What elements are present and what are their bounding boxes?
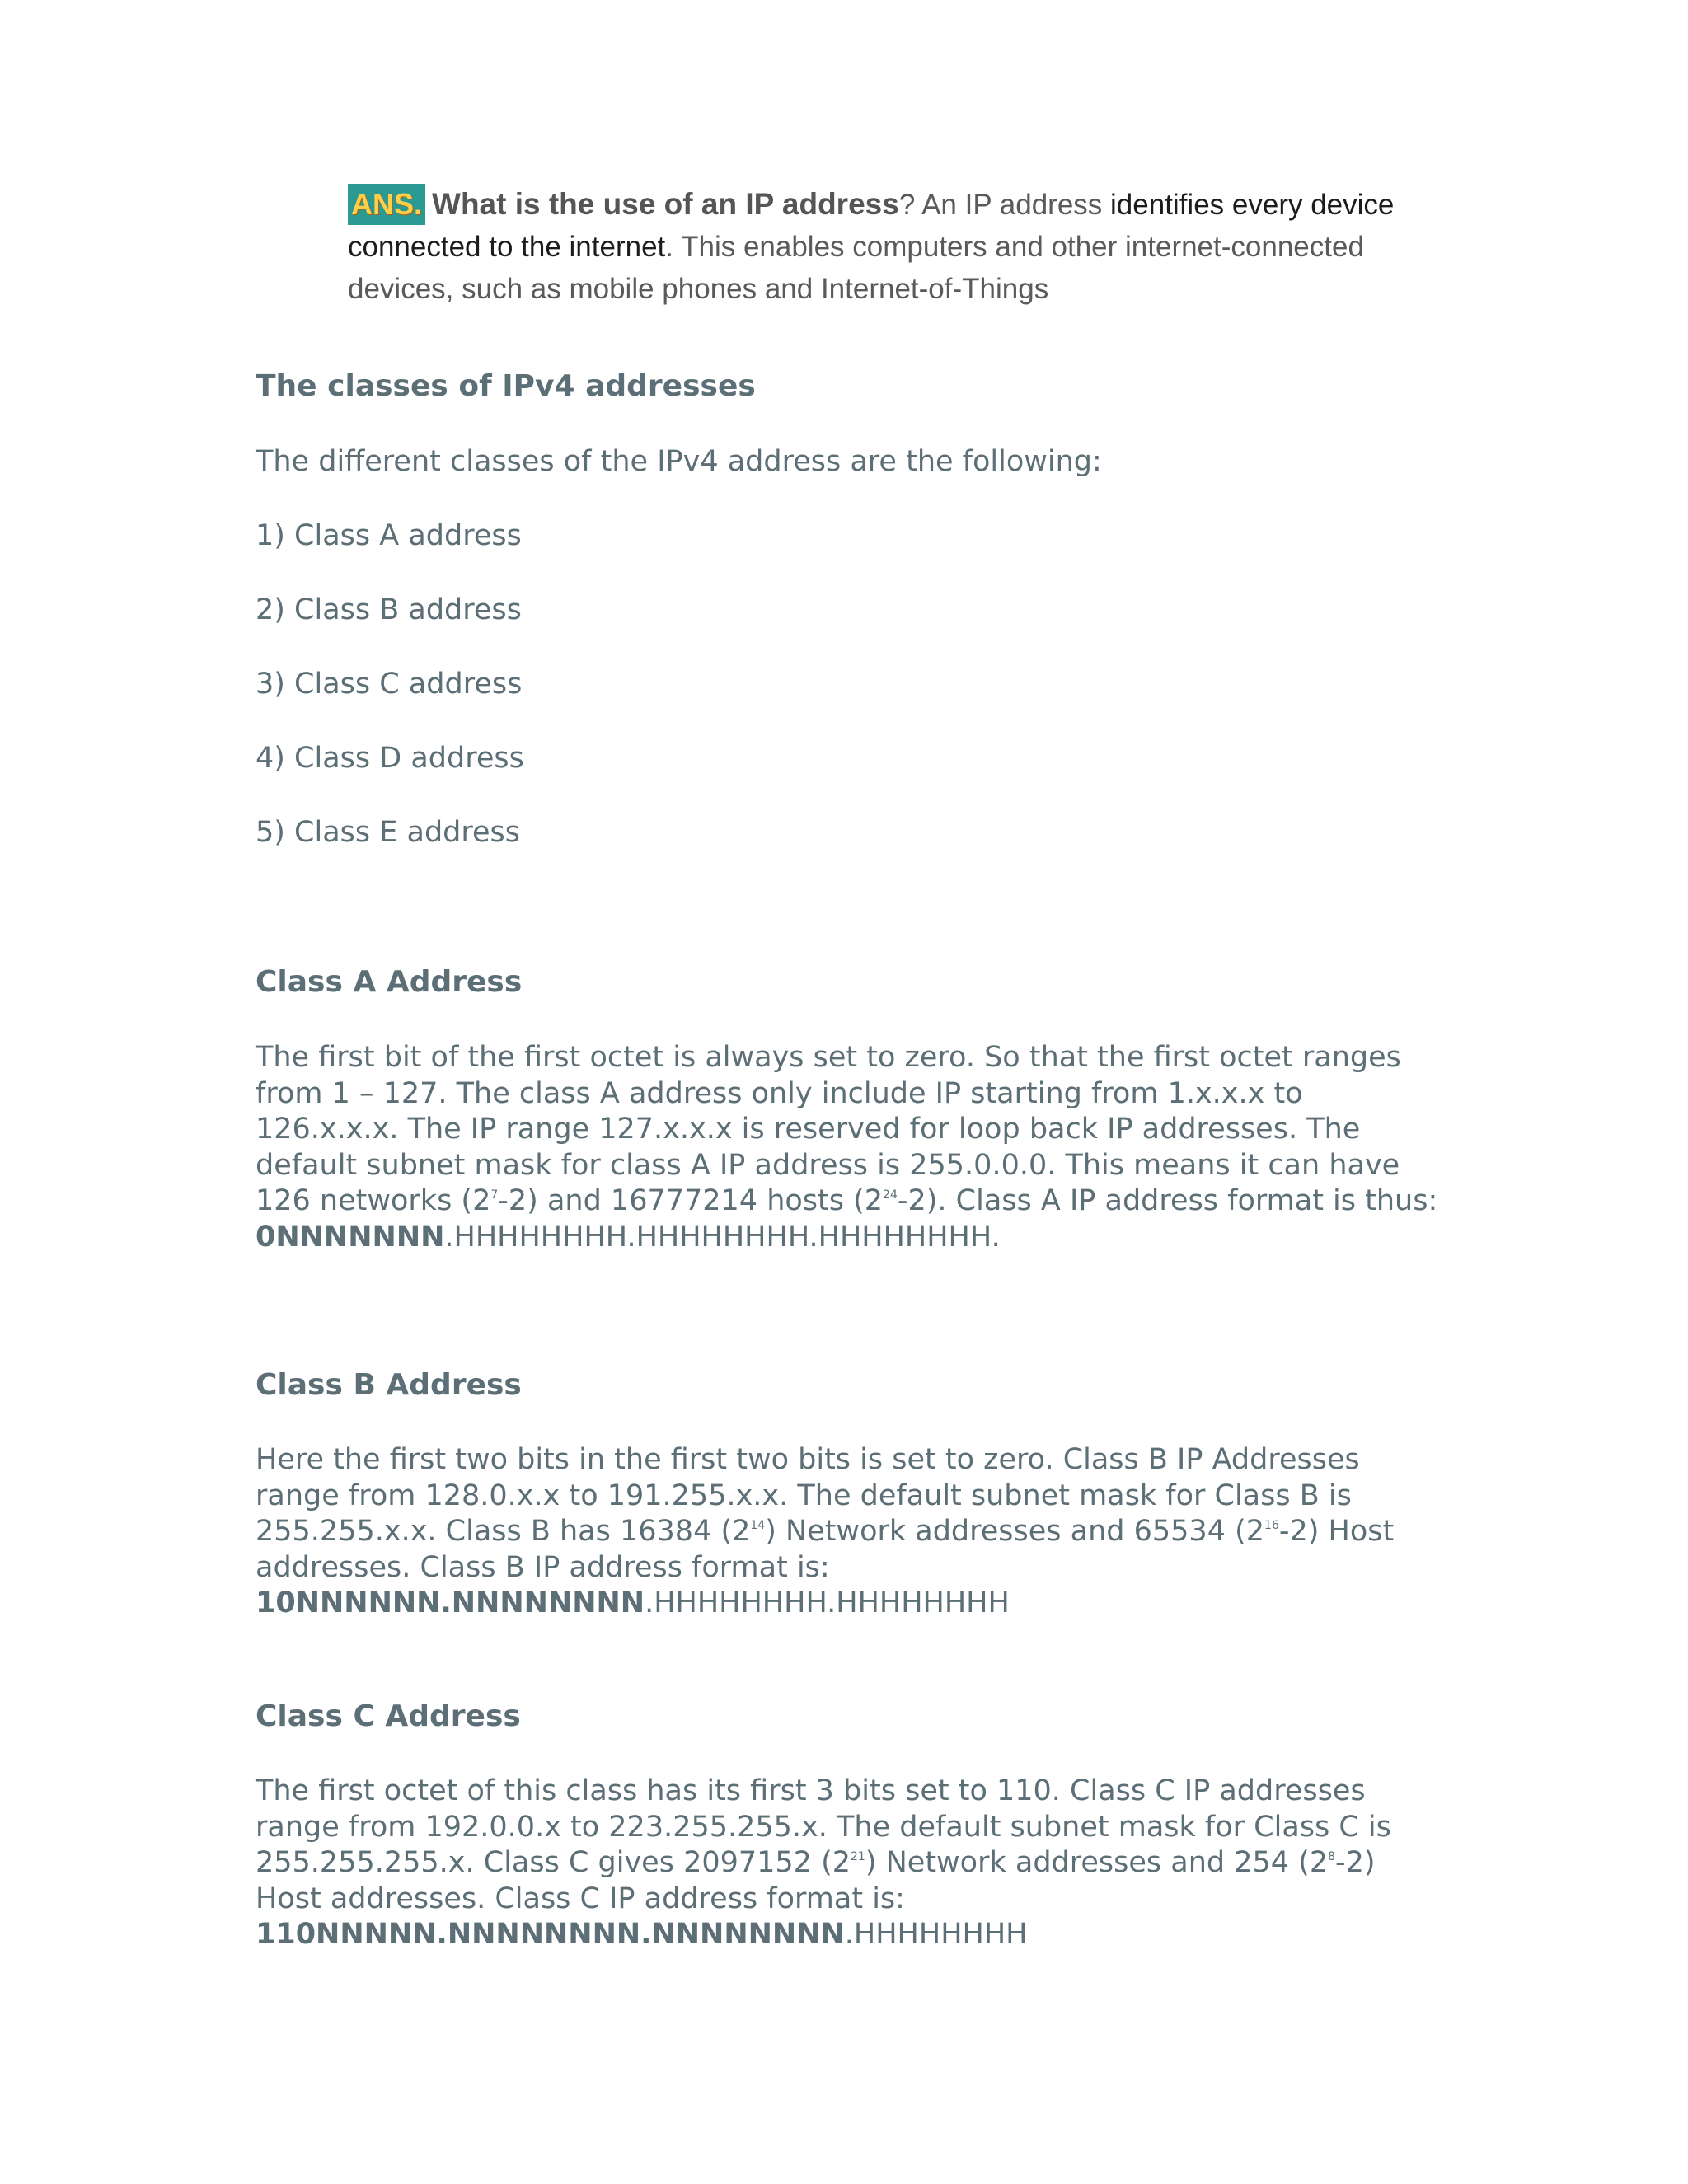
class-c-paragraph: The first octet of this class has its first 3 bits set to 110. Class C IP addresses range from 192.0.0.x to 223.255.255.x. The default subnet mask for Class C is 255.255.255.x. Class C gives 2097152 $(2^{21})$ Network addresses and 254 $(2^8-2)$ Host addresses. Class C IP address format is: 110NNNNN.NNNNNNNN.NNNNNNNN.HHHHHHHH <box>256 1774 1391 1951</box>
class-a-paragraph: The first bit of the first octet is always set to zero. So that the first octet ranges from 1 – 127. The class A address only include IP starting from 1.x.x.x to 126.x.x.x. The IP range 127.x.x.x is reserved for loop back IP addresses. The default subnet mask for class A IP address is 255.0.0.0. This means it can have 126 networks $(2^7-2)$ and 16777214 hosts $(2^{24}-2)$. Class A IP address format is thus: 0NNNNNNN.HHHHHHHH.HHHHHHHH.HHHHHHHH. <box>256 1041 1438 1254</box>
answer-pre: An IP address <box>915 189 1111 221</box>
answer-highlight: identifies every device connected to the internet <box>348 189 1395 263</box>
class-list-item: 4) Class D address <box>256 742 524 775</box>
class-c-format-bold: 110NNNNN.NNNNNNNN.NNNNNNNN <box>256 1918 845 1951</box>
class-b-format-bold: 10NNNNNN.NNNNNNNN <box>256 1586 645 1619</box>
classes-intro: The different classes of the IPv4 address are the following: <box>256 445 1102 478</box>
class-b-heading: Class B Address <box>256 1368 522 1402</box>
class-a-heading: Class A Address <box>256 965 523 999</box>
class-b-paragraph: Here the first two bits in the first two bits is set to zero. Class B IP Addresses range from 128.0.x.x to 191.255.x.x. The default subnet mask for Class B is 255.255.x.x. Class B has 16384 $(2^{14})$ Network addresses and 65534 $(2^{16}-2)$ Host addresses. Class B IP address format is: 10NNNNNN.NNNNNNNN.HHHHHHHH.HHHHHHHH <box>256 1443 1395 1619</box>
question-text: What is the use of an IP address <box>432 187 899 221</box>
classes-heading: The classes of IPv4 addresses <box>256 369 756 403</box>
answer-block <box>348 183 1436 310</box>
class-a-format-bold: 0NNNNNNN <box>256 1220 445 1254</box>
class-list-item: 2) Class B address <box>256 593 522 626</box>
answer-rest: . This enables computers and other internet-connected devices, such as mobile phones and Internet-of-Things <box>348 231 1364 305</box>
question-mark: ? <box>898 189 916 221</box>
class-list-item: 1) Class A address <box>256 519 522 552</box>
class-list-item: 5) Class E address <box>256 816 520 849</box>
class-c-heading: Class C Address <box>256 1699 521 1733</box>
class-list-item: 3) Class C address <box>256 668 523 701</box>
ans-badge: ANS. <box>348 184 425 225</box>
